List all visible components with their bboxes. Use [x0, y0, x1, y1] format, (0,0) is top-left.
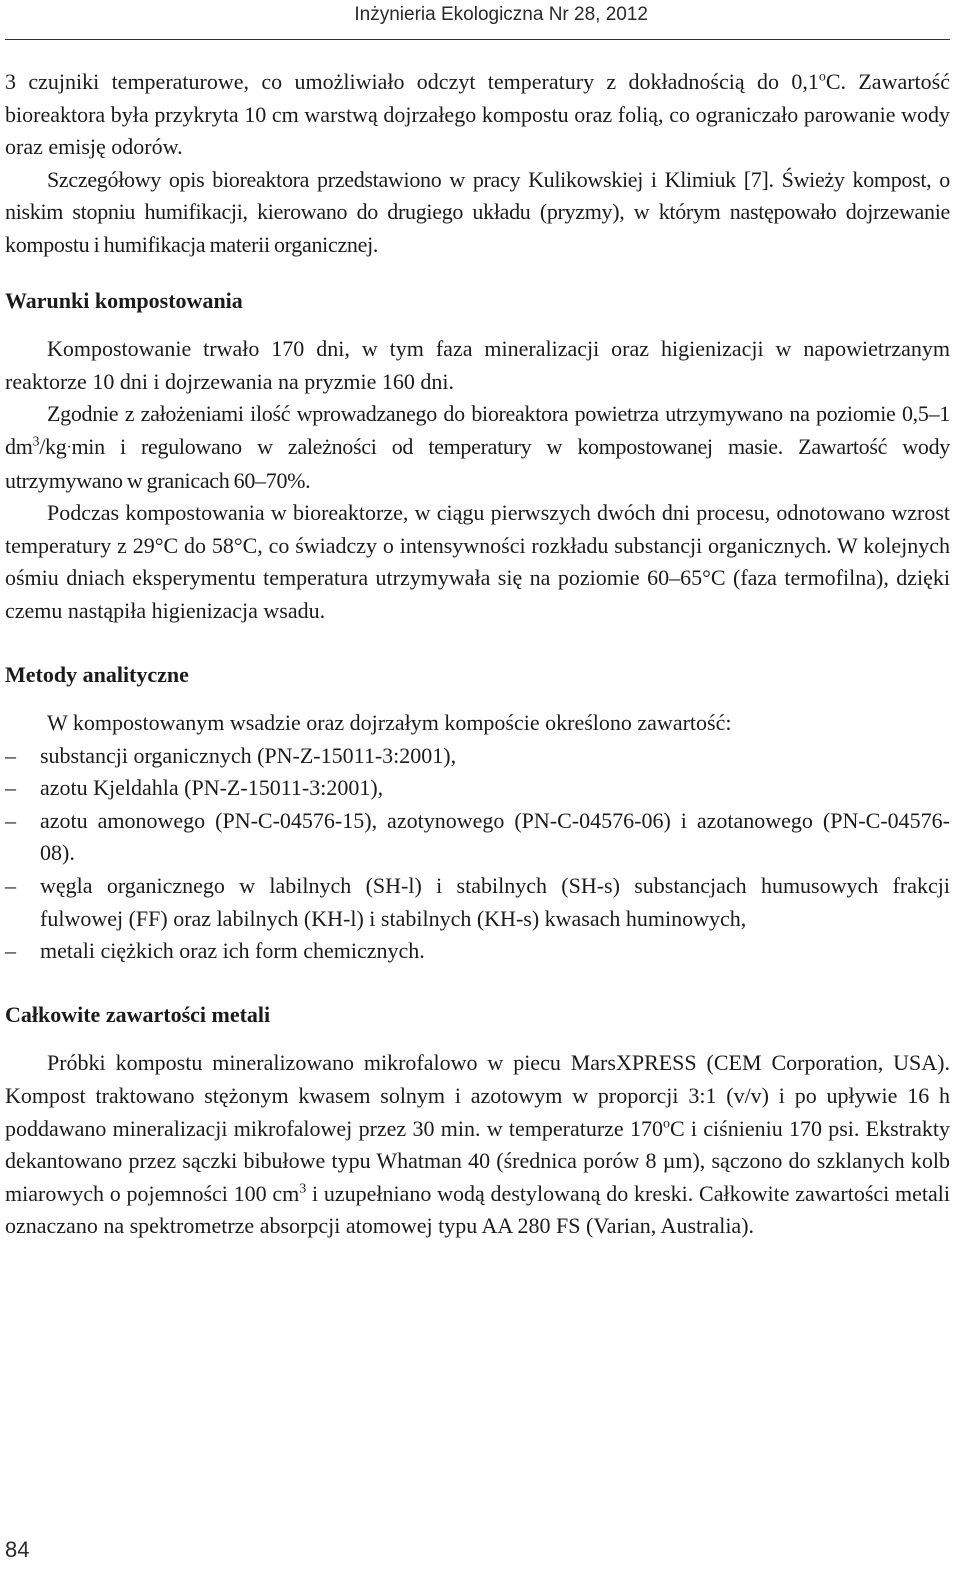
dash-bullet: –	[5, 938, 16, 964]
metale-text-c: i uzupełniano wodą destylowaną do kreski. Całkowite zawartości metali oznaczano na spektrometrze absorpcji atomowej typu AA 280 FS (Varian, Australia).	[5, 1180, 951, 1239]
degree-superscript: o	[818, 69, 826, 85]
dash-bullet: –	[5, 807, 16, 833]
paper-page	[5, 0, 950, 1581]
warunki-paragraph-3: Podczas kompostowania w bioreaktorze, w ciągu pierwszych dwóch dni procesu, odnotowano wzrost temperatury z 29°C do 58°C, co świadczy o intensywności rozkładu substancji organicznych. W kolejnych ośmiu dniach eksperymentu temperatura utrzymywała się na poziomie 60–65°C (faza termofilna), dzięki czemu nastąpiła higienizacja wsadu.	[5, 500, 950, 623]
list-item	[5, 870, 950, 935]
metale-text-b: C i ciśnieniu 170 psi. Ekstrakty dekantowano przez sączki bibułowe typu Whatman 40 (średnica porów 8 µm), sączono do szklanych kolb miarowych o pojemności 100 cm	[5, 1115, 950, 1206]
list-item	[5, 772, 950, 805]
list-item-text: azotu Kjeldahla (PN-Z-15011-3:2001),	[40, 775, 384, 801]
page-number: 84	[5, 1537, 30, 1562]
list-item-text: azotu amonowego (PN-C-04576-15), azotynowego (PN-C-04576-06) i azotanowego (PN-C-04576-08).	[40, 807, 950, 866]
intro-p1-text-a: 3 czujniki temperaturowe, co umożliwiało odczyt temperatury z dokładnością do 0,1	[5, 69, 819, 94]
metale-text-a: Próbki kompostu mineralizowano mikrofalowo w piecu MarsXPRESS (CEM Corporation, USA). Kompost traktowano stężonym kwasem solnym i azotowym w proporcji 3:1 (v/v) i po upływie 16 h poddawano mineralizacji mikrofalowej przez 30 min. w temperaturze 170	[5, 1050, 950, 1141]
dash-bullet: –	[5, 873, 16, 899]
list-item	[5, 935, 950, 968]
heading-calkowite-zawartosci-metali: Całkowite zawartości metali	[5, 1001, 271, 1027]
heading-warunki-kompostowania: Warunki kompostowania	[5, 287, 243, 313]
warunki-paragraph-1: Kompostowanie trwało 170 dni, w tym faza mineralizacji oraz higienizacji w napowietrzanym reaktorze 10 dni i dojrzewania na pryzmie 160 dni.	[5, 336, 950, 394]
cubic-superscript: 3	[299, 1181, 307, 1197]
warunki-p2-text-a: Zgodnie z założeniami ilość wprowadzanego do bioreaktora powietrza utrzymywano na poziomie 0,5–1 dm	[5, 401, 950, 459]
warunki-p2-text-c: min i regulowano w zależności od temperatury w kompostowanej masie. Zawartość wody utrzymywano w granicach 60–70%.	[5, 433, 950, 493]
metody-list	[5, 740, 950, 968]
multiplication-dot: ·	[66, 438, 72, 456]
metale-paragraph	[5, 1047, 950, 1243]
intro-paragraph-1	[5, 66, 950, 164]
dash-bullet: –	[5, 742, 16, 768]
dash-bullet: –	[5, 775, 16, 801]
list-item-text: węgla organicznego w labilnych (SH-l) i stabilnych (SH-s) substancjach humusowych frakcji fulwowej (FF) oraz labilnych (KH-l) i stabilnych (KH-s) kwasach huminowych,	[40, 873, 950, 931]
header-rule	[5, 39, 950, 40]
running-head: Inżynieria Ekologiczna Nr 28, 2012	[354, 4, 648, 25]
list-item-text: metali ciężkich oraz ich form chemicznych.	[40, 938, 425, 964]
metody-intro: W kompostowanym wsadzie oraz dojrzałym kompoście określono zawartość:	[47, 710, 732, 736]
intro-paragraph-2: Szczegółowy opis bioreaktora przedstawiono w pracy Kulikowskiej i Klimiuk [7]. Świeży kompost, o niskim stopniu humifikacji, kierowano do drugiego układu (pryzmy), w którym następowało dojrzewanie kompostu i humifikacja materii organicznej.	[5, 166, 950, 257]
body-text	[5, 66, 950, 1243]
warunki-p2-text-b: /kg	[39, 433, 67, 459]
heading-metody-analityczne: Metody analityczne	[5, 661, 189, 687]
warunki-paragraph-2	[5, 398, 950, 497]
list-item	[5, 740, 950, 773]
intro-p1-text-b: C. Zawartość bioreaktora była przykryta 10 cm warstwą dojrzałego kompostu oraz folią, co ograniczało parowanie wody oraz emisję odorów.	[5, 69, 950, 160]
list-item-text: substancji organicznych (PN-Z-15011-3:2001),	[40, 742, 457, 768]
degree-superscript: o	[662, 1116, 670, 1132]
list-item	[5, 805, 950, 870]
cubic-superscript: 3	[32, 434, 40, 450]
